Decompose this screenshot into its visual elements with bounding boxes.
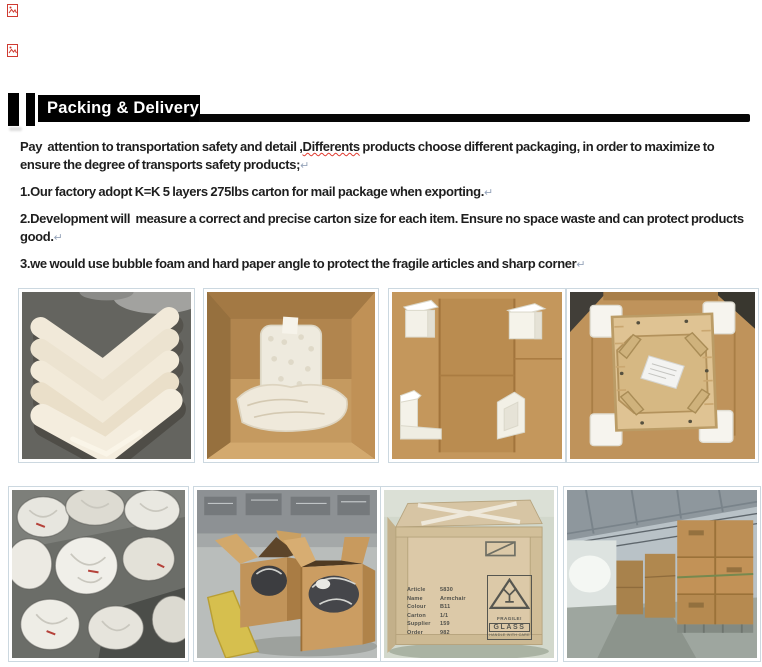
photo-illustration xyxy=(207,292,375,459)
misspelled-word: Differents xyxy=(302,139,360,154)
photo-plywood-crate-with-shipping-marks xyxy=(380,486,558,662)
return-mark-icon: ↵ xyxy=(576,259,586,271)
broken-image-icon xyxy=(7,4,18,17)
header-accent-bar xyxy=(8,93,19,126)
photo-open-cartons-with-wrapped-products xyxy=(193,486,381,662)
label-row: Name Armchair xyxy=(407,595,466,602)
label-row: Colour B11 xyxy=(407,604,451,611)
photo-illustration xyxy=(392,292,562,459)
intro-text: products choose different packaging, in order to maximize to ensure the degree of transports safety products; xyxy=(20,139,718,172)
photo-illustration xyxy=(12,490,185,658)
photo-chairs-wrapped-in-plastic xyxy=(8,486,189,662)
packing-point-1: 1.Our factory adopt K=K 5 layers 275lbs carton for mail package when exporting.↵ xyxy=(20,184,494,199)
return-mark-icon: ↵ xyxy=(300,160,310,172)
handle-with-care-text: HANDLE WITH CARE xyxy=(489,632,530,637)
scan-smudge xyxy=(9,127,22,131)
header-accent-bar xyxy=(26,93,35,126)
broken-image-icon xyxy=(7,44,18,57)
section-title xyxy=(38,95,200,122)
fragile-glass-icon xyxy=(489,578,530,610)
label-row: Supplier 159 xyxy=(407,621,450,628)
photo-stacked-chair-shells xyxy=(18,288,195,463)
crate-shipping-label xyxy=(407,586,466,637)
label-row: Article 5830 xyxy=(407,587,454,593)
photo-illustration xyxy=(22,292,191,459)
photo-foam-corner-blocks-in-carton xyxy=(388,288,566,463)
photo-illustration xyxy=(197,490,377,658)
fragile-glass-stencil xyxy=(487,575,532,640)
packing-point-2: 2.Development will measure a correct and precise carton size for each item. Ensure no space waste and can protect products good.↵ xyxy=(20,211,747,244)
packing-notes xyxy=(20,138,748,282)
intro-paragraph xyxy=(20,138,748,175)
packing-point-3: 3.we would use bubble foam and hard paper angle to protect the fragile articles and sharp corner↵ xyxy=(20,256,586,271)
label-row: Carton 1/1 xyxy=(407,612,449,619)
return-mark-icon: ↵ xyxy=(53,232,63,244)
photo-wooden-frame-packed-with-foam-corners xyxy=(566,288,759,463)
label-row: Order 982 xyxy=(407,629,450,636)
photo-illustration xyxy=(567,490,757,658)
photo-warehouse-carton-stacks xyxy=(563,486,761,662)
section-title-label: Packing & Delivery xyxy=(47,99,200,117)
fragile-text: FRAGILE! xyxy=(497,616,522,622)
intro-text: Pay attention to transportation safety and detail , xyxy=(20,139,303,154)
return-mark-icon: ↵ xyxy=(484,187,494,199)
photo-illustration xyxy=(570,292,755,459)
photo-bubble-wrapped-cushion-in-carton xyxy=(203,288,379,463)
header-underline xyxy=(199,114,750,122)
glass-text: GLASS xyxy=(489,623,530,632)
